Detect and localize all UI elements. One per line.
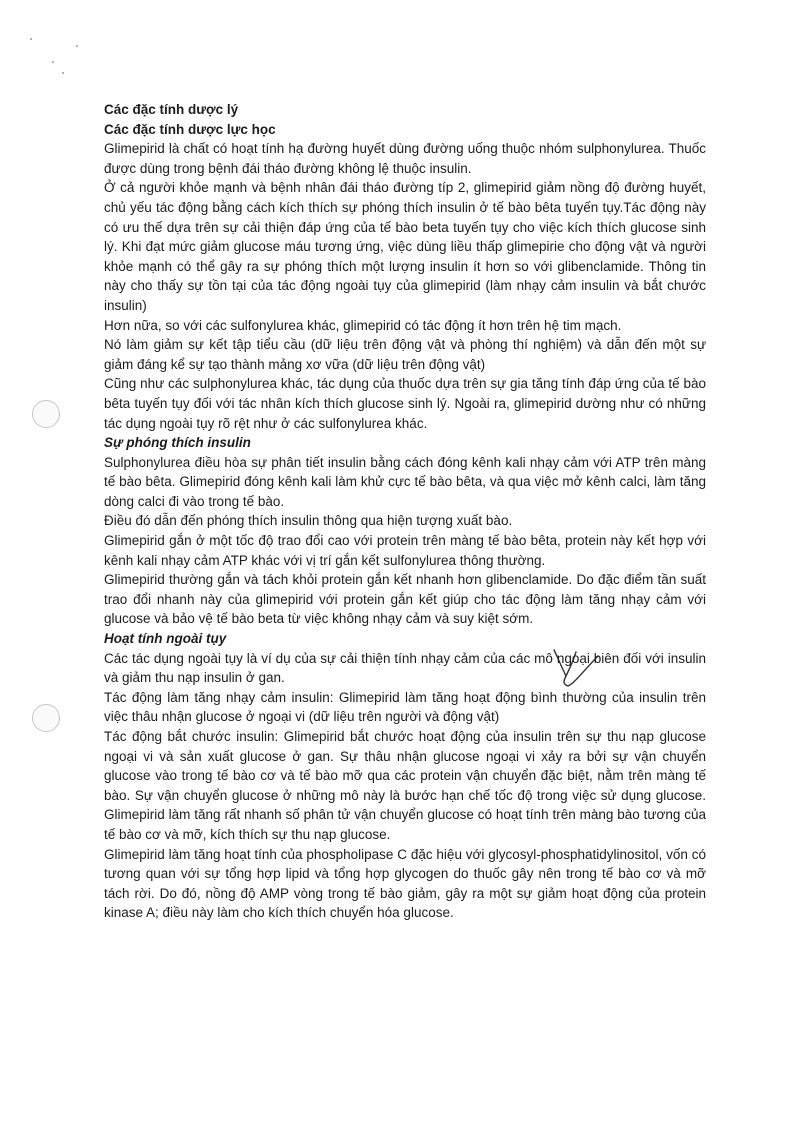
document-page bbox=[104, 100, 706, 923]
scan-speck bbox=[76, 45, 78, 47]
punch-hole-top bbox=[32, 400, 60, 428]
paragraph: Glimepirid thường gắn và tách khỏi protein gắn kết nhanh hơn glibenclamide. Do đặc điểm tần suất trao đổi nhanh này của glimepirid với protein gắn kết giúp cho tác động làm tăng nhạy cảm với glucose và bảo vệ tế bào beta từ việc không nhạy cảm và suy kiệt sớm. bbox=[104, 572, 706, 627]
section-heading-pharmacodynamics: Các đặc tính dược lực học bbox=[104, 121, 276, 137]
scan-speck bbox=[30, 38, 32, 40]
paragraph: Ở cả người khỏe mạnh và bệnh nhân đái tháo đường típ 2, glimepirid giảm nồng độ đường huyết, chủ yếu tác động bằng cách kích thích sự phóng thích insulin ở tế bào bêta tuyến tụy.Tác động này có ưu thế dựa trên sự cải thiện đáp ứng của tế bào beta tuyến tụy cho việc kích thích glucose sinh lý. Khi đạt mức giảm glucose máu tương ứng, việc dùng liều thấp glimepirie cho động vật và người khỏe mạnh có thể gây ra sự phóng thích một lượng insulin ít hơn so với glibenclamide. Thông tin này cho thấy sự tồn tại của tác động ngoài tụy của glimepirid (làm nhạy cảm insulin và bắt chước insulin) bbox=[104, 180, 706, 313]
paragraph: Hơn nữa, so với các sulfonylurea khác, glimepirid có tác động ít hơn trên hệ tim mạch. bbox=[104, 317, 622, 333]
scan-speck bbox=[62, 72, 64, 74]
paragraph: Glimepirid gắn ở một tốc độ trao đổi cao với protein trên màng tế bào bêta, protein này kết hợp với kênh kali nhạy cảm ATP khác với vị trí gắn kết sulfonylurea thông thường. bbox=[104, 533, 706, 568]
paragraph: Sulphonylurea điều hòa sự phân tiết insulin bằng cách đóng kênh kali nhạy cảm với ATP trên màng tế bào bêta. Glimepirid đóng kênh kali làm khử cực tế bào bêta, và qua việc mở kênh calci, làm tăng dòng calci đi vào trong tế bào. bbox=[104, 454, 706, 509]
scan-speck bbox=[52, 61, 54, 63]
section-heading-pharmacological-properties: Các đặc tính dược lý bbox=[104, 102, 239, 117]
paragraph: Glimepirid là chất có hoạt tính hạ đường huyết dùng đường uống thuộc nhóm sulphonylurea. Thuốc được dùng trong bệnh đái tháo đường không lệ thuộc insulin. bbox=[104, 141, 706, 176]
section-heading-insulin-release: Sự phóng thích insulin bbox=[104, 435, 251, 451]
section-heading-extrapancreatic-activity: Hoạt tính ngoài tụy bbox=[104, 631, 227, 647]
paragraph: Cũng như các sulphonylurea khác, tác dụng của thuốc dựa trên sự gia tăng tính đáp ứng của tế bào bêta tuyến tụy đối với tác nhân kích thích glucose sinh lý. Ngoài ra, glimepirid dường như có những tác dụng ngoài tụy rõ rệt như ở các sulfonylurea khác. bbox=[104, 376, 706, 431]
paragraph: Nó làm giảm sự kết tập tiểu cầu (dữ liệu trên động vật và phòng thí nghiệm) và dẫn đến một sự giảm đáng kể sự tạo thành mảng xơ vữa (dữ liệu trên động vật) bbox=[104, 337, 706, 372]
paragraph: Tác động làm tăng nhạy cảm insulin: Glimepirid làm tăng hoạt động bình thường của insulin trên việc thâu nhận glucose ở ngoại vi (dữ liệu trên người và động vật) bbox=[104, 689, 706, 725]
paragraph: Điều đó dẫn đến phóng thích insulin thông qua hiện tượng xuất bào. bbox=[104, 513, 513, 529]
paragraph: Các tác dụng ngoài tụy là ví dụ của sự cải thiện tính nhạy cảm của các mô ngoại biên đối với insulin và giảm thu nạp insulin ở gan. bbox=[104, 650, 706, 686]
paragraph: Glimepirid làm tăng hoạt tính của phospholipase C đặc hiệu với glycosyl-phosphatidylinositol, vốn có tương quan với sự tổng hợp lipid và tổng hợp glycogen do thuốc gây nên trong tế bào cơ và mỡ tách rời. Do đó, nồng độ AMP vòng trong tế bào giảm, gây ra một sự giảm hoạt động của protein kinase A; điều này làm cho kích thích chuyển hóa glucose. bbox=[104, 846, 706, 921]
punch-hole-bottom bbox=[32, 704, 60, 732]
paragraph: Tác động bắt chước insulin: Glimepirid bắt chước hoạt động của insulin trên sự thu nạp glucose ngoại vi và sản xuất glucose ở gan. Sự thâu nhận glucose ngoại vi xảy ra bởi sự vận chuyển glucose vào trong tế bào cơ và tế bào mỡ qua các protein vận chuyển đặc biệt, nằm trên màng tế bào. Sự vận chuyển glucose ở những mô này là bước hạn chế tốc độ trong việc sử dụng glucose. Glimepirid làm tăng rất nhanh số phân tử vận chuyển glucose có hoạt tính trên màng bào tương của tế bào cơ và mỡ, kích thích sự thu nạp glucose. bbox=[104, 729, 706, 842]
